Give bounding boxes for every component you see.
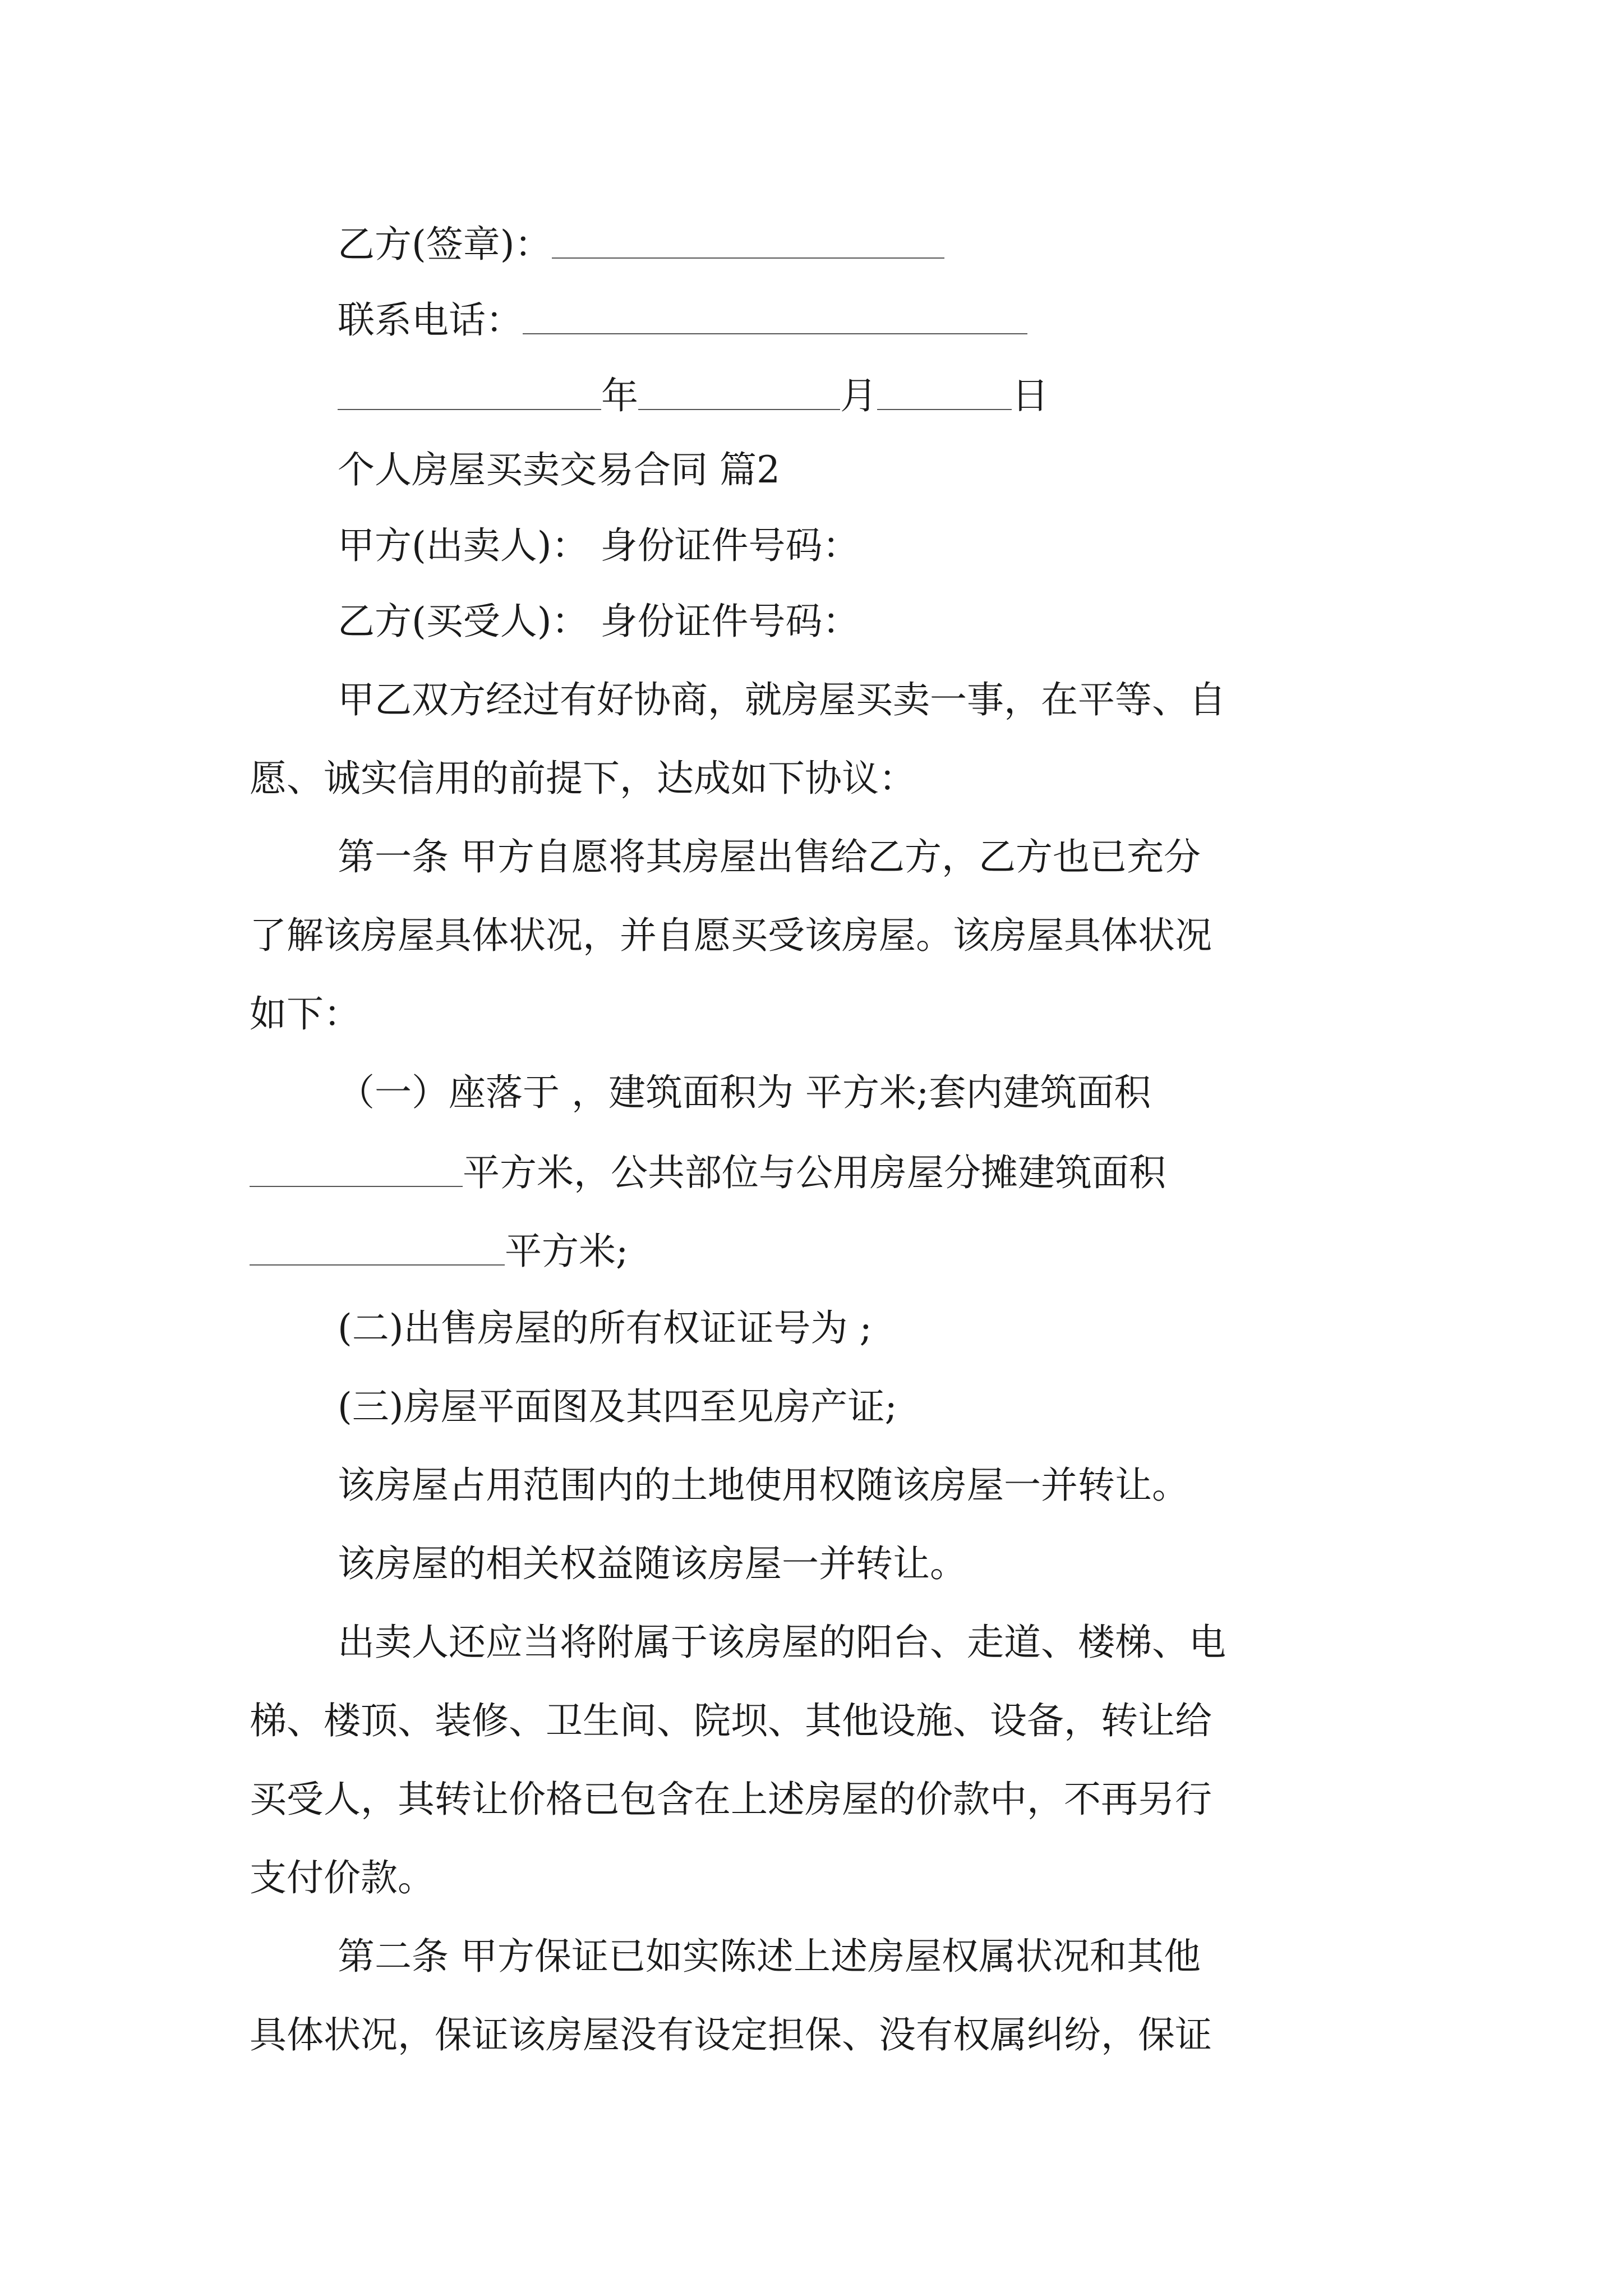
item-2-line: (二)出售房屋的所有权证证号为 ; <box>338 1306 872 1350</box>
item-1-shared-line <box>250 1230 629 1273</box>
party-a-line: 甲方(出卖人)： 身份证件号码： <box>338 524 860 567</box>
date-line <box>338 374 1049 418</box>
day-blank <box>877 376 1012 410</box>
phone-blank <box>523 300 1027 334</box>
month-blank <box>638 376 840 410</box>
shared-area-blank <box>250 1231 505 1266</box>
item-1-line: （一）座落于 ，建筑面积为 平方米;套内建筑面积 <box>338 1071 1151 1114</box>
paragraph-line: 支付价款。 <box>250 1856 435 1899</box>
item-3-line: (三)房屋平面图及其四至见房产证; <box>338 1385 897 1428</box>
paragraph-line: 了解该房屋具体状况，并自愿买受该房屋。该房屋具体状况 <box>250 914 1212 957</box>
party-b-line: 乙方(买受人)： 身份证件号码： <box>338 600 860 643</box>
paragraph-line: 甲乙双方经过有好协商，就房屋买卖一事，在平等、自 <box>338 678 1226 721</box>
paragraph-line: 愿、诚实信用的前提下，达成如下协议： <box>250 757 916 800</box>
party-b-signature-label: 乙方(签章)： <box>338 223 552 266</box>
paragraph-line: 该房屋的相关权益随该房屋一并转让。 <box>338 1542 967 1585</box>
article-2-line: 第二条 甲方保证已如实陈述上述房屋权属状况和其他 <box>338 1935 1201 1978</box>
paragraph-line: 出卖人还应当将附属于该房屋的阳台、走道、楼梯、电 <box>338 1621 1226 1664</box>
section-title: 个人房屋买卖交易合同 篇2 <box>338 448 780 491</box>
item-1-shared-text: 平方米; <box>505 1230 629 1273</box>
article-1-line: 第一条 甲方自愿将其房屋出售给乙方，乙方也已充分 <box>338 835 1201 878</box>
signature-blank <box>552 224 944 259</box>
year-label: 年 <box>601 374 638 418</box>
paragraph-line: 梯、楼顶、装修、卫生间、院坝、其他设施、设备，转让给 <box>250 1699 1212 1742</box>
paragraph-line: 如下： <box>250 992 361 1036</box>
paragraph-line: 该房屋占用范围内的土地使用权随该房屋一并转让。 <box>338 1464 1189 1507</box>
phone-label: 联系电话： <box>338 298 523 342</box>
month-label: 月 <box>840 374 877 418</box>
day-label: 日 <box>1012 374 1049 418</box>
inner-area-blank <box>250 1153 463 1187</box>
year-blank <box>338 376 601 410</box>
item-1-area-line <box>250 1151 1166 1195</box>
party-b-signature-line <box>338 223 944 266</box>
phone-line <box>338 298 1027 342</box>
item-1-area-text: 平方米，公共部位与公用房屋分摊建筑面积 <box>463 1151 1166 1195</box>
paragraph-line: 买受人，其转让价格已包含在上述房屋的价款中，不再另行 <box>250 1778 1212 1821</box>
paragraph-line: 具体状况，保证该房屋没有设定担保、没有权属纠纷，保证 <box>250 2013 1212 2056</box>
